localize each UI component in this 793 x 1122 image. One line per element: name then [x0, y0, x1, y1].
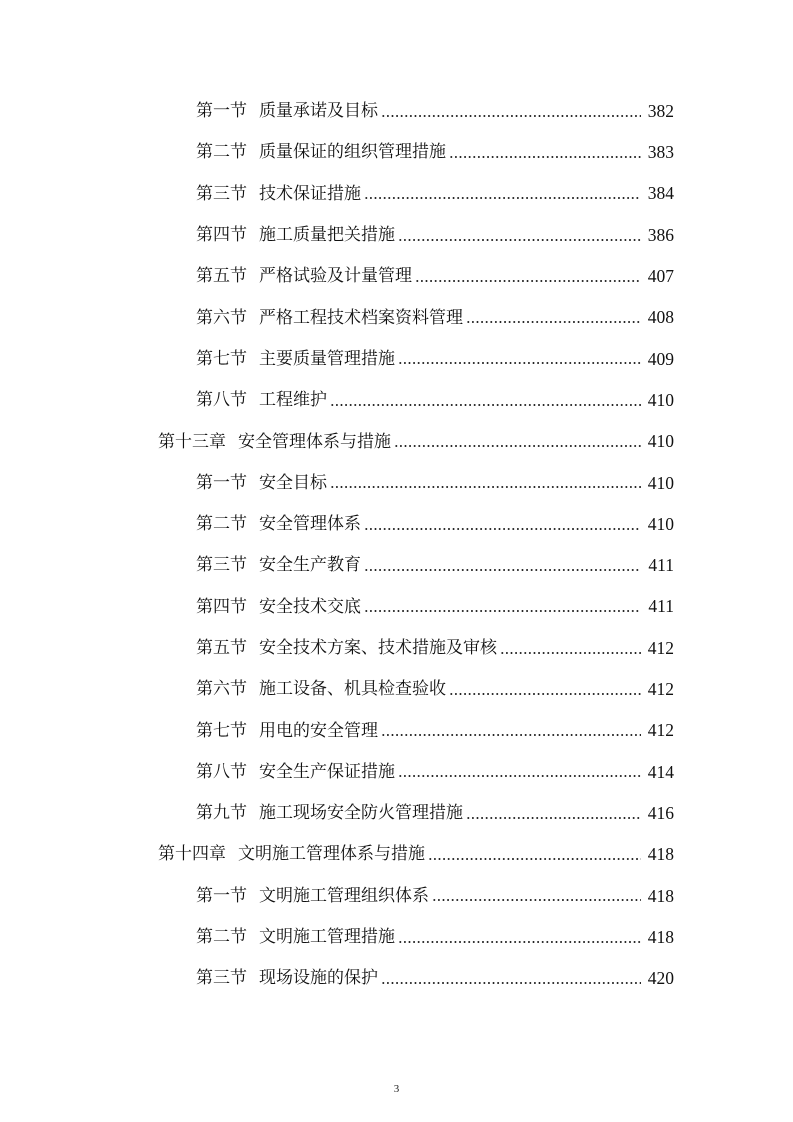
toc-entry-title: 文明施工管理体系与措施	[238, 844, 425, 865]
toc-entry-number: 第三节	[196, 555, 247, 576]
toc-section-entry[interactable]	[0, 752, 793, 793]
toc-dot-leader	[398, 239, 641, 241]
toc-entry-title: 安全目标	[259, 472, 327, 493]
toc-dot-leader	[449, 156, 641, 158]
toc-entry-title: 施工现场安全防火管理措施	[259, 803, 463, 824]
toc-section-entry[interactable]	[0, 339, 793, 380]
toc-section-entry[interactable]	[0, 504, 793, 545]
toc-entry-title: 安全生产教育	[259, 555, 361, 576]
toc-entry-page: 384	[647, 183, 674, 204]
toc-entry-number: 第二节	[196, 927, 247, 948]
toc-entry-page: 383	[647, 142, 674, 163]
toc-entry-title: 严格工程技术档案资料管理	[259, 307, 463, 328]
toc-entry-page: 412	[647, 637, 674, 658]
toc-dot-leader	[466, 817, 641, 819]
toc-entry-title: 施工质量把关措施	[259, 225, 395, 246]
toc-entry-title: 现场设施的保护	[259, 968, 378, 989]
toc-entry-page: 408	[647, 307, 674, 328]
toc-section-entry[interactable]	[0, 587, 793, 628]
toc-entry-number: 第一节	[196, 472, 247, 493]
toc-entry-number: 第二节	[196, 142, 247, 163]
toc-entry-page: 420	[647, 968, 674, 989]
toc-entry-page: 414	[647, 761, 674, 782]
toc-section-entry[interactable]	[0, 958, 793, 999]
toc-entry-page: 410	[647, 513, 674, 534]
toc-entry-title: 施工设备、机具检查验收	[259, 679, 446, 700]
toc-entry-number: 第四节	[196, 225, 247, 246]
toc-entry-page: 410	[647, 389, 674, 410]
toc-entry-number: 第八节	[196, 390, 247, 411]
toc-section-entry[interactable]	[0, 297, 793, 338]
toc-section-entry[interactable]	[0, 545, 793, 586]
toc-dot-leader	[381, 734, 641, 736]
toc-dot-leader	[330, 486, 641, 488]
toc-dot-leader	[466, 321, 641, 323]
toc-entry-page: 407	[647, 266, 674, 287]
toc-section-entry[interactable]	[0, 669, 793, 710]
toc-entry-title: 安全管理体系	[259, 514, 361, 535]
table-of-contents	[0, 91, 793, 1000]
toc-dot-leader	[364, 569, 641, 571]
toc-entry-page: 410	[647, 472, 674, 493]
toc-entry-page: 386	[647, 224, 674, 245]
toc-dot-leader	[364, 197, 641, 199]
toc-entry-number: 第四节	[196, 596, 247, 617]
toc-section-entry[interactable]	[0, 215, 793, 256]
toc-dot-leader	[364, 528, 641, 530]
toc-entry-page: 418	[647, 844, 674, 865]
toc-entry-number: 第九节	[196, 803, 247, 824]
toc-dot-leader	[398, 941, 641, 943]
toc-section-entry[interactable]	[0, 628, 793, 669]
toc-entry-number: 第三节	[196, 968, 247, 989]
toc-section-entry[interactable]	[0, 174, 793, 215]
toc-entry-number: 第一节	[196, 101, 247, 122]
toc-entry-number: 第八节	[196, 761, 247, 782]
toc-dot-leader	[394, 445, 641, 447]
toc-entry-number: 第六节	[196, 307, 247, 328]
toc-entry-page: 412	[647, 679, 674, 700]
toc-entry-title: 文明施工管理组织体系	[259, 885, 429, 906]
toc-dot-leader	[432, 899, 641, 901]
toc-entry-page: 411	[648, 596, 674, 617]
toc-dot-leader	[381, 982, 641, 984]
toc-entry-title: 安全技术方案、技术措施及审核	[259, 638, 497, 658]
toc-entry-page: 412	[647, 720, 674, 741]
toc-dot-leader	[415, 280, 641, 282]
toc-section-entry[interactable]	[0, 710, 793, 751]
toc-chapter-entry[interactable]	[0, 834, 793, 875]
toc-entry-number: 第七节	[196, 348, 247, 369]
toc-entry-title: 质量承诺及目标	[259, 101, 378, 122]
toc-section-entry[interactable]	[0, 793, 793, 834]
toc-dot-leader	[381, 115, 641, 117]
toc-entry-page: 409	[647, 348, 674, 369]
toc-section-entry[interactable]	[0, 463, 793, 504]
toc-entry-page: 416	[647, 802, 674, 823]
toc-section-entry[interactable]	[0, 876, 793, 917]
toc-entry-title: 工程维护	[259, 390, 327, 411]
toc-entry-number: 第十三章	[158, 431, 226, 452]
toc-entry-title: 质量保证的组织管理措施	[259, 142, 446, 163]
toc-section-entry[interactable]	[0, 91, 793, 132]
page-number: 3	[393, 1083, 400, 1095]
toc-entry-number: 第五节	[196, 638, 247, 658]
toc-entry-number: 第十四章	[158, 844, 226, 865]
toc-section-entry[interactable]	[0, 380, 793, 421]
toc-entry-page: 382	[647, 100, 674, 121]
toc-section-entry[interactable]	[0, 256, 793, 297]
toc-section-entry[interactable]	[0, 132, 793, 173]
toc-chapter-entry[interactable]	[0, 421, 793, 462]
toc-dot-leader	[364, 610, 641, 612]
toc-section-entry[interactable]	[0, 917, 793, 958]
toc-entry-title: 主要质量管理措施	[259, 348, 395, 369]
toc-dot-leader	[330, 404, 641, 406]
toc-entry-number: 第六节	[196, 679, 247, 700]
toc-entry-title: 严格试验及计量管理	[259, 266, 412, 287]
toc-dot-leader	[500, 652, 641, 654]
toc-entry-title: 用电的安全管理	[259, 720, 378, 741]
toc-dot-leader	[449, 693, 641, 695]
toc-dot-leader	[398, 362, 641, 364]
toc-dot-leader	[428, 858, 641, 860]
toc-entry-title: 技术保证措施	[259, 183, 361, 204]
toc-entry-title: 安全生产保证措施	[259, 761, 395, 782]
toc-entry-title: 安全技术交底	[259, 596, 361, 617]
toc-entry-page: 410	[647, 431, 674, 452]
toc-entry-page: 411	[648, 555, 674, 576]
toc-entry-number: 第五节	[196, 266, 247, 287]
toc-entry-page: 418	[647, 926, 674, 947]
toc-entry-number: 第二节	[196, 514, 247, 535]
toc-entry-number: 第三节	[196, 183, 247, 204]
toc-entry-number: 第一节	[196, 885, 247, 906]
toc-entry-title: 安全管理体系与措施	[238, 431, 391, 452]
toc-entry-title: 文明施工管理措施	[259, 927, 395, 948]
toc-entry-number: 第七节	[196, 720, 247, 741]
toc-dot-leader	[398, 775, 641, 777]
toc-entry-page: 418	[647, 885, 674, 906]
